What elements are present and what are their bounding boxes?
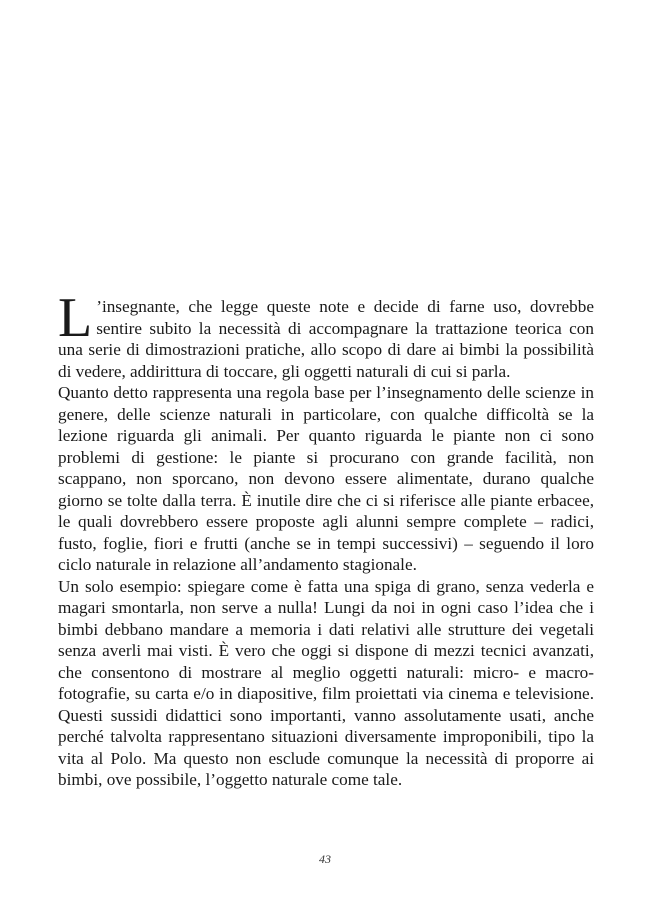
paragraph-1-text: ’insegnante, che legge queste note e decide di farne uso, dovrebbe sentire subito la necessità di accompagnare la trattazione teorica con una serie di dimostrazioni pratiche, allo scopo di dare ai bimbi la possibilità di vedere, addirittura di toccare, gli oggetti naturali di cui si parla. — [58, 297, 594, 381]
paragraph-3: Un solo esempio: spiegare come è fatta una spiga di grano, senza vederla e magari smontarla, non serve a nulla! Lungi da noi in ogni caso l’idea che i bimbi debbano mandare a memoria i dati relativi alle strutture dei vegetali senza averli mai visti. È vero che oggi si dispone di mezzi tecnici avanzati, che consentono di mostrare al meglio oggetti naturali: micro- e macro-fotografie, su carta e/o in diapositive, film proiettati via cinema e televisione. Questi sussidi didattici sono importanti, vanno assolutamente usati, anche perché talvolta rappresentano situazioni diversamente improponibili, tipo la vita al Polo. Ma questo non esclude comunque la necessità di proporre ai bimbi, ove possibile, l’oggetto naturale come tale. — [58, 576, 594, 789]
drop-cap: L — [58, 287, 93, 349]
paragraph-1 — [58, 287, 594, 382]
body-text — [58, 287, 594, 791]
page-number: 43 — [319, 852, 331, 866]
paragraph-2: Quanto detto rappresenta una regola base per l’insegnamento delle scienze in genere, delle scienze naturali in particolare, con qualche difficoltà se la lezione riguarda gli animali. Per quanto riguarda le piante non ci sono problemi di gestione: le piante si procurano con grande facilità, non scappano, non sporcano, non devono essere alimentate, durano qualche giorno se tolte dalla terra. È inutile dire che ci si riferisce alle piante erbacee, le quali dovrebbero essere proposte agli alunni sempre complete – radici, fusto, foglie, fiori e frutti (anche se in tempi successivi) – seguendo il loro ciclo naturale in relazione all’andamento stagionale. — [58, 383, 594, 574]
